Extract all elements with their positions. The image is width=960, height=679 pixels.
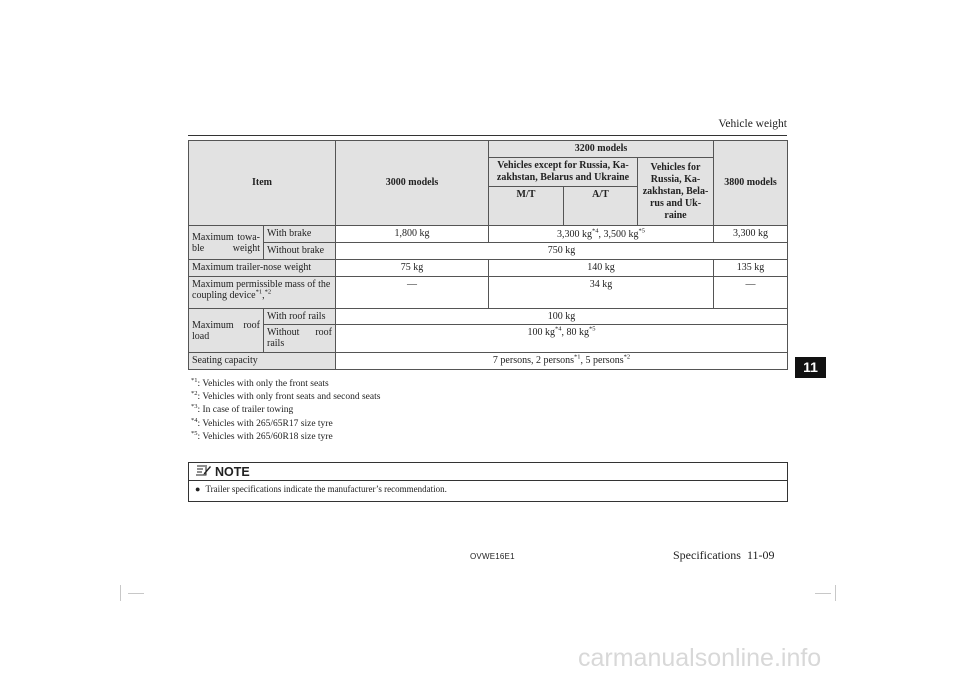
header-3200-models: 3200 models <box>489 141 714 158</box>
value-nose-3800: 135 kg <box>714 260 788 277</box>
footnote: $^{*4}$: Vehicles with 265/65R17 size tyre <box>191 416 333 429</box>
document-code: OVWE16E1 <box>470 552 515 561</box>
note-header <box>189 463 787 481</box>
label-without-roof-rails: Without roof rails <box>264 325 336 353</box>
value-roof-without-rails: 100 $kg^{*4}$, 80 $kg^{*5}$ <box>336 325 788 353</box>
value-nose-3200: 140 kg <box>489 260 714 277</box>
crop-mark <box>128 593 144 594</box>
header-3800-models: 3800 models <box>714 141 788 226</box>
pencil-note-icon <box>195 463 211 481</box>
value-towable-with-brake-3200: 3,300 $kg^{*4}$, 3,500 $kg^{*5}$ <box>489 226 714 243</box>
label-seating-capacity: Seating capacity <box>189 353 336 370</box>
footnote: $^{*5}$: Vehicles with 265/60R18 size tyre <box>191 429 333 442</box>
page-header-title: Vehicle weight <box>718 118 787 130</box>
header-at: A/T <box>564 187 638 226</box>
note-item <box>189 481 787 497</box>
value-roof-with-rails: 100 kg <box>336 309 788 325</box>
value-towable-without-brake: 750 kg <box>336 243 788 260</box>
page-number: 11-09 <box>747 548 775 562</box>
header-3000-models: 3000 models <box>336 141 489 226</box>
label-max-roof-load: Maximum roof load <box>189 309 264 353</box>
label-with-brake: With brake <box>264 226 336 243</box>
crop-mark <box>815 593 831 594</box>
note-box <box>188 462 788 502</box>
watermark: carmanualsonline.info <box>578 644 822 672</box>
header-rule <box>188 135 787 136</box>
footnotes <box>191 378 380 444</box>
value-coupling-3800: — <box>714 277 788 309</box>
label-max-towable-weight: Maximum towa-ble weight <box>189 226 264 260</box>
header-mt: M/T <box>489 187 564 226</box>
crop-mark <box>120 585 121 601</box>
note-title: NOTE <box>215 464 250 479</box>
footnote: $^{*2}$: Vehicles with only front seats and second seats <box>191 390 381 403</box>
value-towable-with-brake-3800: 3,300 kg <box>714 226 788 243</box>
vehicle-weight-table <box>188 140 788 370</box>
value-coupling-3200: 34 kg <box>489 277 714 309</box>
header-except-russia: Vehicles except for Russia, Ka-zakhstan, Belarus and Ukraine <box>489 158 638 187</box>
label-trailer-nose-weight: Maximum trailer-nose weight <box>189 260 336 277</box>
chapter-tab: 11 <box>795 357 826 378</box>
header-russia-group: Vehicles for Russia, Ka-zakhstan, Bela-rus and Uk-raine <box>638 158 714 226</box>
note-text: Trailer specifications indicate the manufacturer’s recommendation. <box>205 484 447 494</box>
footnote: $^{*1}$: Vehicles with only the front seats <box>191 376 329 389</box>
value-towable-with-brake-3000: 1,800 kg <box>336 226 489 243</box>
footer-section-name: Specifications <box>673 548 741 562</box>
label-coupling-device-mass: Maximum permissible mass of the coupling device$^{*1}$,$^{*2}$ <box>189 277 336 309</box>
label-with-roof-rails: With roof rails <box>264 309 336 325</box>
value-coupling-3000: — <box>336 277 489 309</box>
value-nose-3000: 75 kg <box>336 260 489 277</box>
footnote: $^{*3}$: In case of trailer towing <box>191 403 294 416</box>
value-seating-capacity: 7 persons, 2 persons$^{*1}$, 5 persons$^{*2}$ <box>336 353 788 370</box>
header-item: Item <box>189 141 336 226</box>
crop-mark <box>835 585 836 601</box>
bullet-icon: ● <box>195 484 201 494</box>
label-without-brake: Without brake <box>264 243 336 260</box>
